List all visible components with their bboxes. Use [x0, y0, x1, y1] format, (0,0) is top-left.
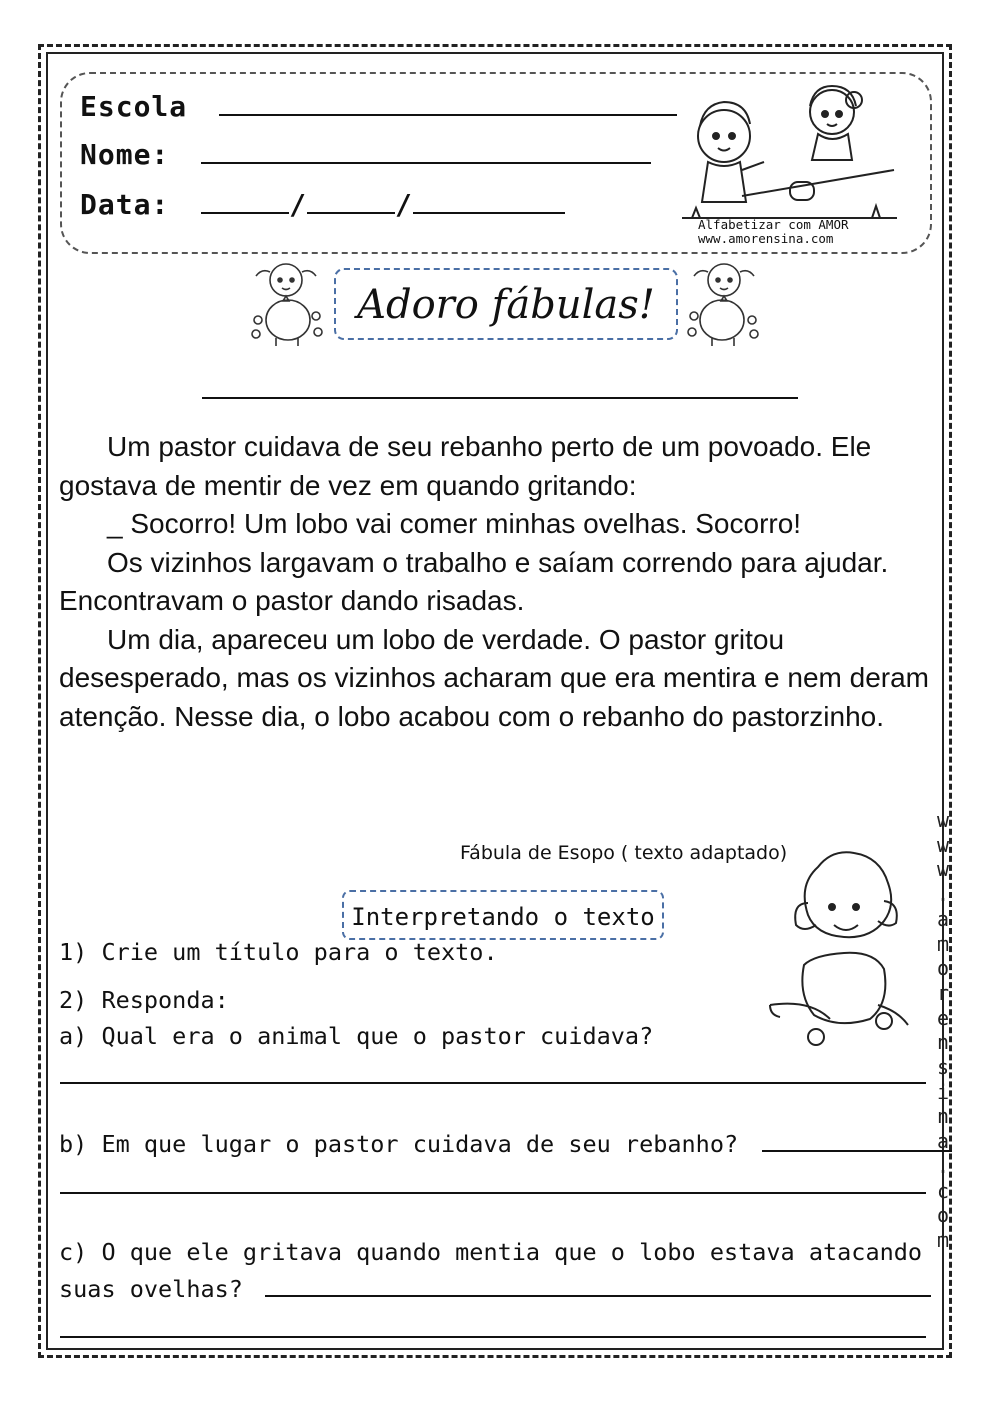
question-c-row: [59, 1275, 931, 1303]
answer-inline-c[interactable]: [265, 1275, 931, 1297]
watermark-char: n: [936, 1104, 950, 1129]
watermark-char: a: [936, 906, 950, 931]
watermark-char: m: [936, 1227, 950, 1252]
name-field[interactable]: [201, 138, 651, 164]
art-caption-line-1: Alfabetizar com AMOR: [698, 217, 849, 232]
question-c-line-2: suas ovelhas?: [59, 1275, 243, 1303]
watermark-char: w: [936, 832, 950, 857]
date-year-field[interactable]: [413, 188, 565, 214]
art-caption: [698, 218, 849, 246]
question-a: a) Qual era o animal que o pastor cuidava?: [59, 1022, 654, 1050]
story-paragraph: Os vizinhos largavam o trabalho e saíam correndo para ajudar. Encontravam o pastor dando risadas.: [59, 546, 889, 616]
sheep-icon: [246, 256, 326, 348]
school-label: Escola: [80, 90, 188, 123]
date-day-field[interactable]: [201, 188, 289, 214]
story-paragraph: Um dia, apareceu um lobo de verdade. O pastor gritou desesperado, mas os vizinhos acharam que era mentira e nem deram atenção. Nesse dia, o lobo acabou com o rebanho do pastorzinho.: [59, 623, 929, 732]
story-text: [59, 428, 939, 736]
watermark-char: n: [936, 1030, 950, 1055]
name-label: Nome:: [80, 138, 170, 171]
question-c-line-1: c) O que ele gritava quando mentia que o lobo estava atacando: [59, 1238, 923, 1266]
story-source: Fábula de Esopo ( texto adaptado): [460, 842, 788, 864]
story-paragraph: Um pastor cuidava de seu rebanho perto de um povoado. Ele gostava de mentir de vez em quando gritando:: [59, 431, 872, 501]
watermark-char: r: [936, 980, 950, 1005]
watermark-char: c: [936, 1178, 950, 1203]
answer-line-b[interactable]: [60, 1192, 926, 1194]
story-paragraph: _ Socorro! Um lobo vai comer minhas ovelhas. Socorro!: [107, 508, 802, 539]
story-title-answer-line[interactable]: [202, 397, 798, 399]
date-row: [80, 188, 565, 221]
school-row: [80, 90, 677, 123]
title-box: [334, 268, 678, 340]
art-caption-line-2: www.amorensina.com: [698, 231, 834, 246]
question-b-row: [59, 1130, 952, 1158]
worksheet-title: Adoro fábulas!: [357, 282, 655, 328]
answer-line-c[interactable]: [60, 1336, 926, 1338]
sheep-icon: [768, 845, 918, 1055]
watermark-char: i: [936, 1079, 950, 1104]
watermark-char: e: [936, 1005, 950, 1030]
watermark-char: m: [936, 931, 950, 956]
children-seesaw-icon: [672, 78, 912, 228]
date-month-field[interactable]: [307, 188, 395, 214]
vertical-watermark: [934, 808, 952, 1253]
watermark-char: s: [936, 1055, 950, 1080]
answer-inline-b[interactable]: [762, 1130, 952, 1152]
question-2: 2) Responda:: [59, 986, 229, 1014]
watermark-char: w: [936, 808, 950, 832]
watermark-char: .: [936, 1153, 950, 1178]
watermark-char: o: [936, 956, 950, 981]
question-1: 1) Crie um título para o texto.: [59, 938, 498, 966]
date-separator: /: [289, 188, 308, 221]
watermark-char: a: [936, 1129, 950, 1154]
question-b: b) Em que lugar o pastor cuidava de seu rebanho?: [59, 1130, 739, 1158]
watermark-char: w: [936, 857, 950, 882]
date-separator: /: [395, 188, 413, 221]
name-row: [80, 138, 651, 171]
answer-line-a[interactable]: [60, 1082, 926, 1084]
watermark-char: .: [936, 882, 950, 907]
section-title: Interpretando o texto: [342, 890, 664, 940]
school-field[interactable]: [219, 90, 677, 116]
sheep-icon: [684, 256, 764, 348]
date-label: Data:: [80, 188, 170, 221]
watermark-char: o: [936, 1203, 950, 1228]
